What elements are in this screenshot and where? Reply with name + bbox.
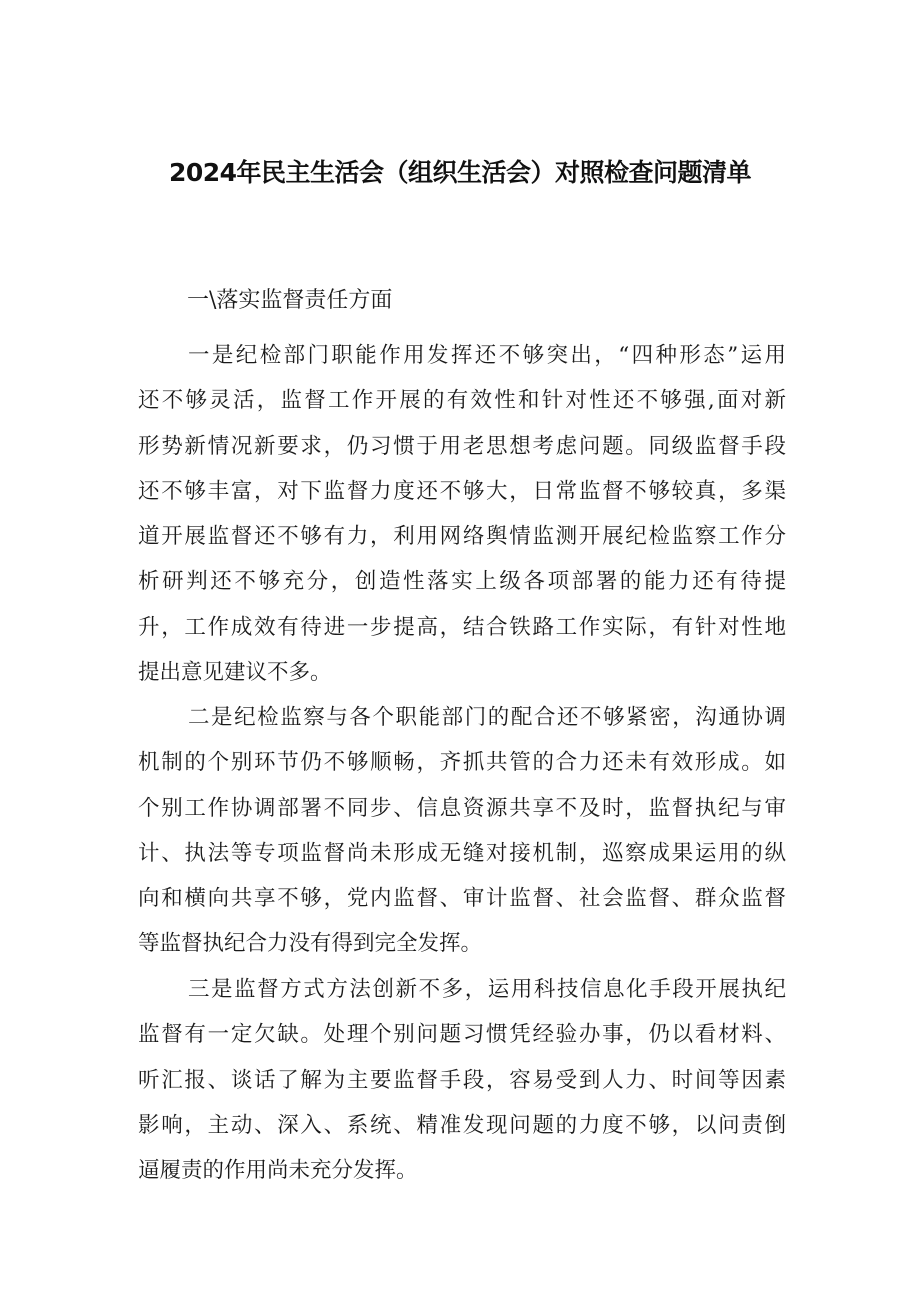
- paragraph-3: [138, 967, 786, 1193]
- paragraph-line: 析研判还不够充分，创造性落实上级各项部署的能力还有待提: [138, 569, 786, 595]
- paragraph-line: 个别工作协调部署不同步、信息资源共享不及时，监督执纪与审: [138, 795, 786, 821]
- paragraph-line: 还不够丰富，对下监督力度还不够大，日常监督不够较真，多渠: [138, 478, 786, 504]
- paragraph-line: 向和横向共享不够，党内监督、审计监督、社会监督、群众监督: [138, 886, 786, 912]
- paragraph-line: 提出意见建议不多。: [138, 660, 332, 686]
- paragraph-line: 等监督执纪合力没有得到完全发挥。: [138, 931, 483, 957]
- paragraph-line: 形势新情况新要求，仍习惯于用老思想考虑问题。同级监督手段: [138, 433, 786, 459]
- paragraph-line: 计、执法等专项监督尚未形成无缝对接机制，巡察成果运用的纵: [138, 840, 786, 866]
- section-heading: 一\落实监督责任方面: [187, 288, 393, 313]
- paragraph-line: 影响，主动、深入、系统、精准发现问题的力度不够，以问责倒: [138, 1112, 786, 1138]
- paragraph-line: 二是纪检监察与各个职能部门的配合还不够紧密，沟通协调: [188, 705, 786, 730]
- paragraph-line: 道开展监督还不够有力，利用网络舆情监测开展纪检监察工作分: [138, 524, 786, 550]
- paragraph-line: 升，工作成效有待进一步提高，结合铁路工作实际，有针对性地: [138, 614, 786, 640]
- document-title: 2024年民主生活会（组织生活会）对照检查问题清单: [168, 158, 752, 187]
- paragraph-1: [138, 333, 786, 695]
- paragraph-line: 还不够灵活，监督工作开展的有效性和针对性还不够强,面对新: [138, 388, 786, 414]
- paragraph-line: 一是纪检部门职能作用发挥还不够突出，“四种形态”运用: [188, 343, 786, 368]
- paragraph-line: 机制的个别环节仍不够顺畅，齐抓共管的合力还未有效形成。如: [138, 750, 786, 776]
- paragraph-line: 逼履责的作用尚未充分发挥。: [138, 1158, 418, 1184]
- paragraph-2: [138, 695, 786, 967]
- paragraph-line: 三是监督方式方法创新不多，运用科技信息化手段开展执纪: [188, 977, 786, 1002]
- paragraph-line: 监督有一定欠缺。处理个别问题习惯凭经验办事，仍以看材料、: [138, 1022, 786, 1048]
- paragraph-line: 听汇报、谈话了解为主要监督手段，容易受到人力、时间等因素: [138, 1067, 786, 1093]
